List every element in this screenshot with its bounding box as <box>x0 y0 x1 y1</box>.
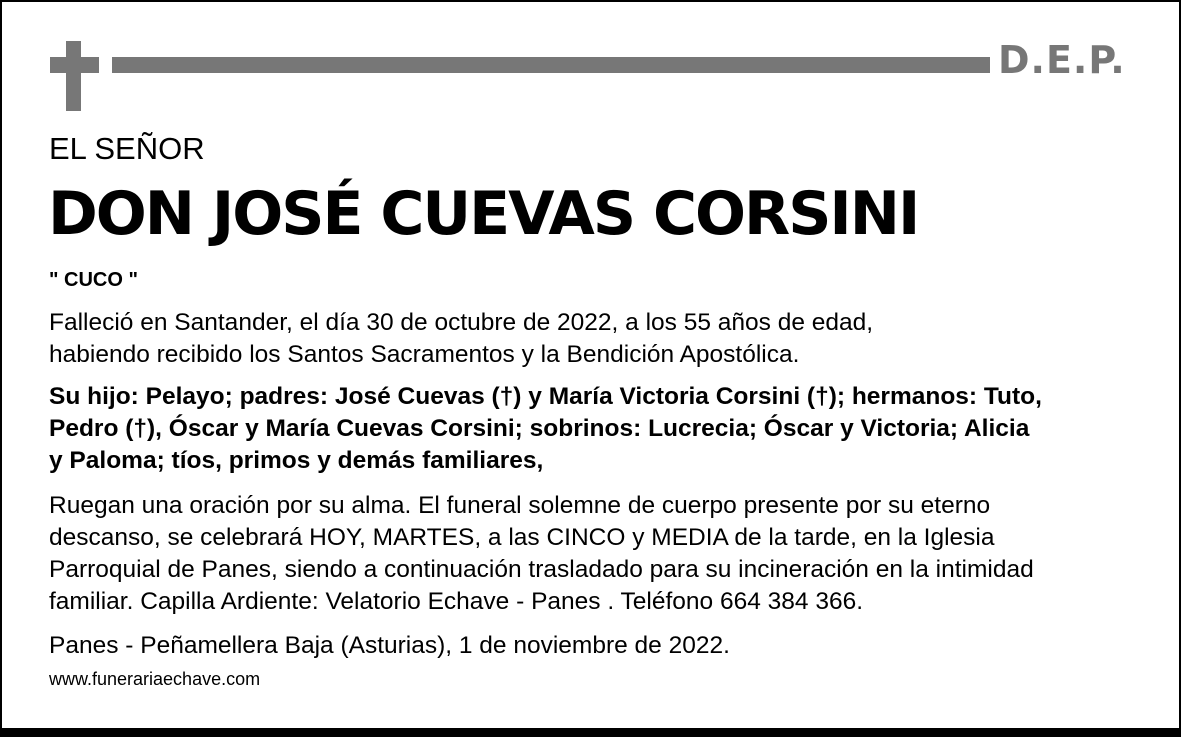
cross-icon <box>66 41 81 111</box>
header-divider <box>112 57 990 73</box>
family-line: Pedro (†), Óscar y María Cuevas Corsini; sobrinos: Lucrecia; Óscar y Victoria; Alicia <box>49 415 1030 442</box>
funeral-line: descanso, se celebrará HOY, MARTES, a las CINCO y MEDIA de la tarde, en la Iglesia <box>49 524 995 551</box>
family-line: Su hijo: Pelayo; padres: José Cuevas (†) y María Victoria Corsini (†); hermanos: Tuto, <box>49 383 1042 410</box>
deceased-name: DON JOSÉ CUEVAS CORSINI <box>48 179 919 249</box>
funeral-line: Parroquial de Panes, siendo a continuación trasladado para su incineración en la intimidad <box>49 556 1034 583</box>
family-paragraph <box>49 381 1159 477</box>
deceased-nickname: " CUCO " <box>49 269 138 291</box>
cross-icon-arm <box>50 57 99 73</box>
death-notice-line: Falleció en Santander, el día 30 de octubre de 2022, a los 55 años de edad, <box>49 309 874 336</box>
death-notice-line: habiendo recibido los Santos Sacramentos y la Bendición Apostólica. <box>49 341 800 368</box>
funeral-line: familiar. Capilla Ardiente: Velatorio Echave - Panes . Teléfono 664 384 366. <box>49 588 864 615</box>
website-link[interactable]: www.funerariaechave.com <box>49 669 261 689</box>
dep-label: D.E.P. <box>998 38 1126 82</box>
place-date <box>49 630 1159 662</box>
place-date-line: Panes - Peñamellera Baja (Asturias), 1 de noviembre de 2022. <box>49 632 730 659</box>
funeral-paragraph <box>49 490 1159 618</box>
death-notice-paragraph <box>49 307 1159 371</box>
funeral-line: Ruegan una oración por su alma. El funeral solemne de cuerpo presente por su eterno <box>49 492 991 519</box>
family-line: y Paloma; tíos, primos y demás familiares, <box>49 447 544 474</box>
title-prefix: EL SEÑOR <box>49 131 205 166</box>
